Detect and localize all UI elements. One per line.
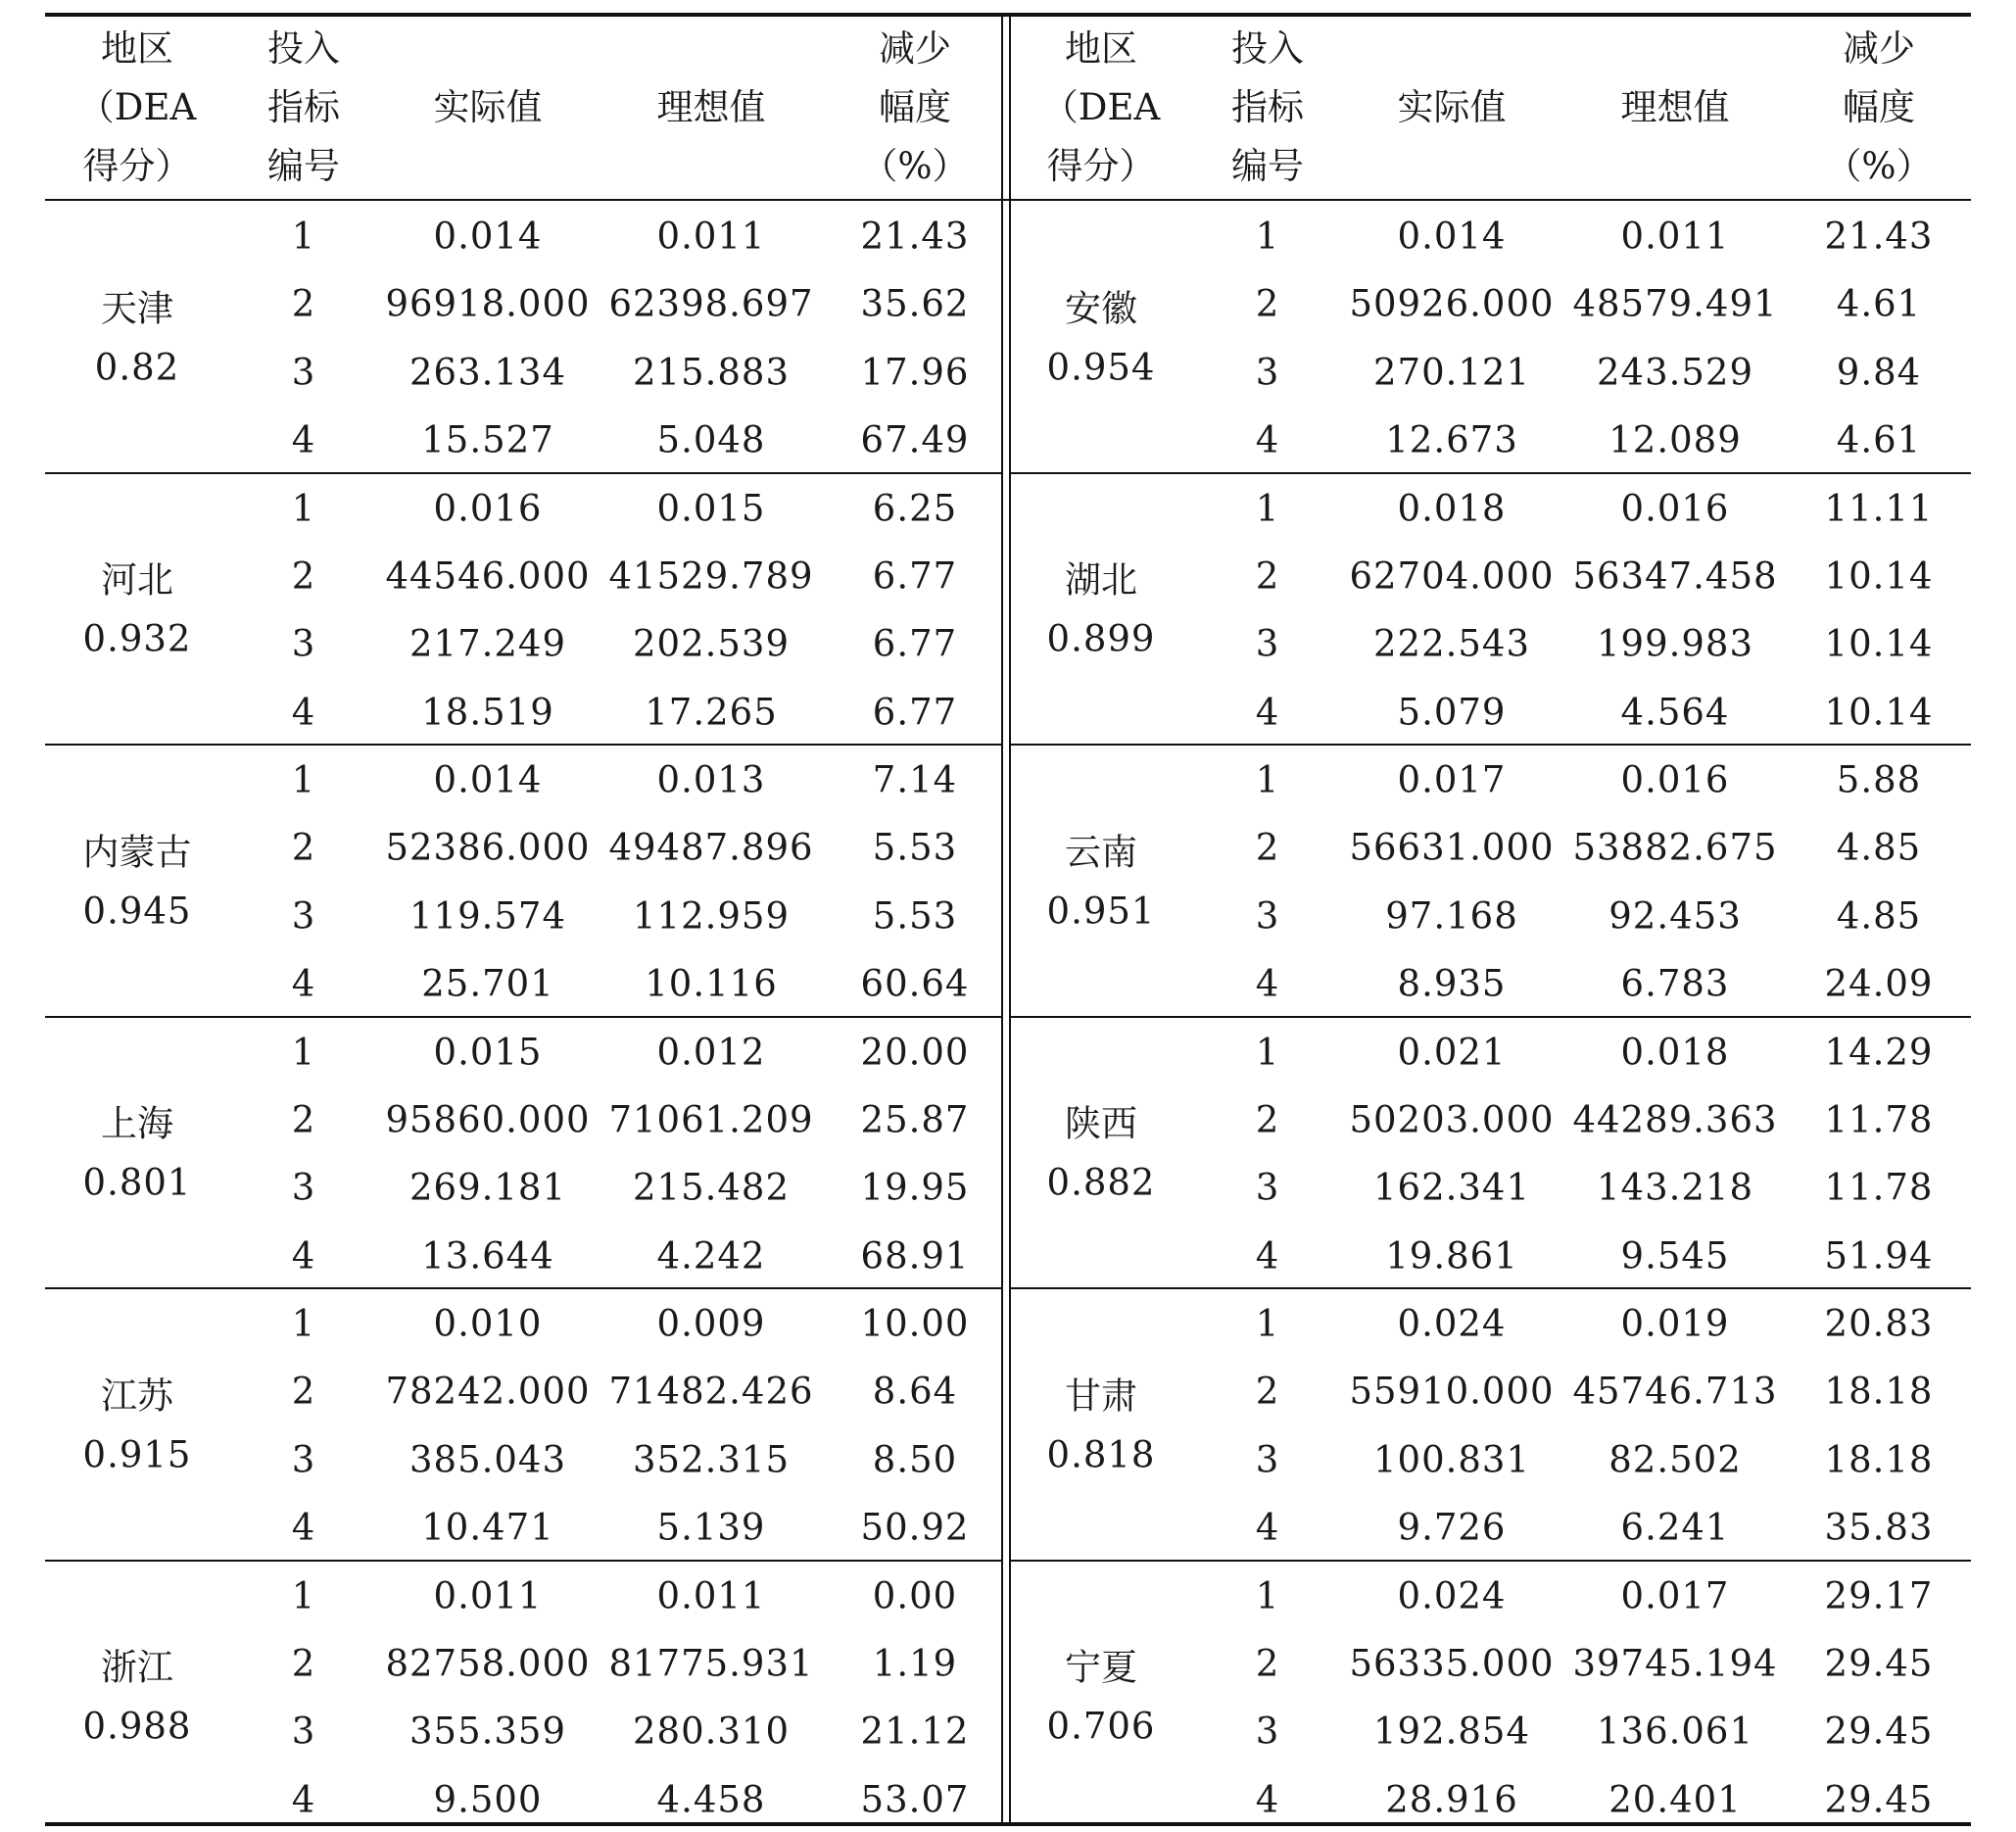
actual-value: 385.043 xyxy=(408,1438,567,1481)
ideal-value: 44289.363 xyxy=(1572,1098,1778,1141)
reduction-value: 6.25 xyxy=(872,487,958,529)
actual-value: 12.673 xyxy=(1385,418,1518,461)
indicator-id: 2 xyxy=(291,826,316,869)
ideal-value: 41529.789 xyxy=(608,554,814,598)
ideal-value: 62398.697 xyxy=(608,282,814,325)
ideal-value: 45746.713 xyxy=(1572,1370,1778,1413)
reduction-value: 20.83 xyxy=(1824,1302,1934,1345)
reduction-value: 5.53 xyxy=(872,826,958,869)
region-name: 上海 xyxy=(101,1102,173,1145)
ideal-value: 352.315 xyxy=(632,1438,791,1481)
indicator-id: 4 xyxy=(291,418,316,461)
indicator-id: 3 xyxy=(1255,1710,1280,1753)
indicator-id: 4 xyxy=(291,1234,316,1278)
header-region: 得分） xyxy=(82,145,192,187)
actual-value: 0.021 xyxy=(1397,1031,1507,1073)
ideal-value: 0.013 xyxy=(656,758,766,801)
reduction-value: 17.96 xyxy=(860,351,970,394)
reduction-value: 1.19 xyxy=(872,1642,958,1685)
header-region: 得分） xyxy=(1046,145,1156,187)
ideal-value: 82.502 xyxy=(1608,1438,1742,1481)
ideal-value: 56347.458 xyxy=(1572,554,1778,598)
indicator-id: 3 xyxy=(1255,1438,1280,1481)
actual-value: 19.861 xyxy=(1385,1234,1518,1278)
actual-value: 9.726 xyxy=(1397,1506,1507,1549)
indicator-id: 2 xyxy=(1255,1370,1280,1413)
actual-value: 13.644 xyxy=(421,1234,554,1278)
indicator-id: 4 xyxy=(1255,1778,1280,1821)
region-name: 河北 xyxy=(101,558,173,602)
reduction-value: 4.61 xyxy=(1836,282,1922,325)
ideal-value: 143.218 xyxy=(1596,1166,1754,1209)
reduction-value: 6.77 xyxy=(872,691,958,734)
indicator-id: 1 xyxy=(1255,487,1280,529)
ideal-value: 4.564 xyxy=(1620,691,1730,734)
dea-score: 0.945 xyxy=(82,890,192,933)
reduction-value: 4.85 xyxy=(1836,894,1922,938)
actual-value: 9.500 xyxy=(433,1778,543,1821)
reduction-value: 50.92 xyxy=(860,1506,970,1549)
group-separator xyxy=(45,1560,1001,1562)
header-reduction: 幅度 xyxy=(879,86,951,128)
indicator-id: 2 xyxy=(291,1642,316,1685)
indicator-id: 2 xyxy=(1255,1098,1280,1141)
indicator-id: 3 xyxy=(291,1438,316,1481)
ideal-value: 215.482 xyxy=(632,1166,791,1209)
indicator-id: 2 xyxy=(291,282,316,325)
reduction-value: 8.64 xyxy=(872,1370,958,1413)
indicator-id: 3 xyxy=(1255,1166,1280,1209)
ideal-value: 202.539 xyxy=(632,622,791,665)
indicator-id: 3 xyxy=(291,1166,316,1209)
ideal-value: 12.089 xyxy=(1608,418,1742,461)
reduction-value: 19.95 xyxy=(860,1166,970,1209)
group-separator xyxy=(45,472,1001,474)
ideal-value: 0.011 xyxy=(656,215,766,258)
header-indicator: 编号 xyxy=(267,145,340,187)
group-separator xyxy=(1011,472,1971,474)
ideal-value: 243.529 xyxy=(1596,351,1754,394)
center-divider-left xyxy=(1001,15,1003,1823)
indicator-id: 3 xyxy=(291,894,316,938)
actual-value: 0.015 xyxy=(433,1031,543,1073)
dea-score: 0.951 xyxy=(1046,890,1156,933)
reduction-value: 68.91 xyxy=(860,1234,970,1278)
ideal-value: 0.011 xyxy=(656,1574,766,1616)
reduction-value: 6.77 xyxy=(872,554,958,598)
ideal-value: 0.011 xyxy=(1620,215,1730,258)
actual-value: 100.831 xyxy=(1372,1438,1531,1481)
indicator-id: 2 xyxy=(1255,826,1280,869)
ideal-value: 280.310 xyxy=(632,1710,791,1753)
actual-value: 95860.000 xyxy=(385,1098,591,1141)
ideal-value: 17.265 xyxy=(645,691,778,734)
reduction-value: 21.12 xyxy=(860,1710,970,1753)
header-reduction: 减少 xyxy=(1843,27,1915,70)
region-name: 宁夏 xyxy=(1065,1646,1137,1689)
reduction-value: 10.14 xyxy=(1824,622,1934,665)
indicator-id: 1 xyxy=(1255,758,1280,801)
ideal-value: 53882.675 xyxy=(1572,826,1778,869)
indicator-id: 2 xyxy=(1255,554,1280,598)
actual-value: 0.024 xyxy=(1397,1574,1507,1616)
header-indicator: 指标 xyxy=(267,86,340,128)
ideal-value: 0.019 xyxy=(1620,1302,1730,1345)
actual-value: 263.134 xyxy=(408,351,567,394)
region-name: 陕西 xyxy=(1065,1102,1137,1145)
actual-value: 0.024 xyxy=(1397,1302,1507,1345)
reduction-value: 11.11 xyxy=(1824,487,1934,529)
indicator-id: 2 xyxy=(1255,282,1280,325)
indicator-id: 4 xyxy=(1255,1506,1280,1549)
reduction-value: 6.77 xyxy=(872,622,958,665)
ideal-value: 6.783 xyxy=(1620,962,1730,1005)
group-separator xyxy=(1011,1560,1971,1562)
header-indicator: 指标 xyxy=(1231,86,1304,128)
header-ideal: 理想值 xyxy=(1620,86,1730,128)
ideal-value: 92.453 xyxy=(1608,894,1742,938)
actual-value: 96918.000 xyxy=(385,282,591,325)
indicator-id: 4 xyxy=(291,962,316,1005)
indicator-id: 1 xyxy=(1255,1302,1280,1345)
actual-value: 55910.000 xyxy=(1349,1370,1555,1413)
reduction-value: 21.43 xyxy=(860,215,970,258)
reduction-value: 18.18 xyxy=(1824,1370,1934,1413)
indicator-id: 1 xyxy=(291,1031,316,1073)
actual-value: 269.181 xyxy=(408,1166,567,1209)
reduction-value: 9.84 xyxy=(1836,351,1922,394)
reduction-value: 51.94 xyxy=(1824,1234,1934,1278)
dea-score: 0.82 xyxy=(94,346,180,389)
reduction-value: 0.00 xyxy=(872,1574,958,1616)
actual-value: 0.014 xyxy=(1397,215,1507,258)
dea-score: 0.988 xyxy=(82,1705,192,1748)
header-region: （DEA xyxy=(77,86,197,128)
group-separator xyxy=(1011,1016,1971,1018)
actual-value: 52386.000 xyxy=(385,826,591,869)
region-name: 云南 xyxy=(1065,831,1137,874)
indicator-id: 3 xyxy=(291,1710,316,1753)
reduction-value: 8.50 xyxy=(872,1438,958,1481)
indicator-id: 4 xyxy=(291,1778,316,1821)
indicator-id: 2 xyxy=(291,554,316,598)
region-name: 甘肃 xyxy=(1065,1374,1137,1418)
reduction-value: 35.62 xyxy=(860,282,970,325)
indicator-id: 2 xyxy=(291,1098,316,1141)
actual-value: 50926.000 xyxy=(1349,282,1555,325)
ideal-value: 6.241 xyxy=(1620,1506,1730,1549)
actual-value: 0.018 xyxy=(1397,487,1507,529)
header-region: 地区 xyxy=(1065,27,1137,70)
header-region: （DEA xyxy=(1041,86,1161,128)
actual-value: 270.121 xyxy=(1372,351,1531,394)
reduction-value: 53.07 xyxy=(860,1778,970,1821)
ideal-value: 48579.491 xyxy=(1572,282,1778,325)
ideal-value: 71482.426 xyxy=(608,1370,814,1413)
group-separator xyxy=(1011,1287,1971,1289)
region-name: 江苏 xyxy=(101,1374,173,1418)
header-reduction: （%） xyxy=(1825,145,1933,187)
ideal-value: 49487.896 xyxy=(608,826,814,869)
reduction-value: 10.00 xyxy=(860,1302,970,1345)
ideal-value: 0.015 xyxy=(656,487,766,529)
indicator-id: 3 xyxy=(1255,622,1280,665)
ideal-value: 4.458 xyxy=(656,1778,766,1821)
actual-value: 82758.000 xyxy=(385,1642,591,1685)
dea-score: 0.899 xyxy=(1046,617,1156,660)
indicator-id: 1 xyxy=(291,1574,316,1616)
actual-value: 355.359 xyxy=(408,1710,567,1753)
reduction-value: 25.87 xyxy=(860,1098,970,1141)
indicator-id: 1 xyxy=(291,215,316,258)
actual-value: 222.543 xyxy=(1372,622,1531,665)
indicator-id: 4 xyxy=(291,1506,316,1549)
header-reduction: （%） xyxy=(861,145,969,187)
ideal-value: 4.242 xyxy=(656,1234,766,1278)
header-actual: 实际值 xyxy=(433,86,543,128)
reduction-value: 11.78 xyxy=(1824,1098,1934,1141)
indicator-id: 1 xyxy=(1255,1031,1280,1073)
actual-value: 56631.000 xyxy=(1349,826,1555,869)
dea-score: 0.915 xyxy=(82,1433,192,1476)
indicator-id: 3 xyxy=(291,351,316,394)
actual-value: 0.014 xyxy=(433,758,543,801)
indicator-id: 4 xyxy=(1255,1234,1280,1278)
reduction-value: 4.85 xyxy=(1836,826,1922,869)
reduction-value: 29.45 xyxy=(1824,1642,1934,1685)
reduction-value: 5.53 xyxy=(872,894,958,938)
dea-score: 0.954 xyxy=(1046,346,1156,389)
region-name: 湖北 xyxy=(1065,558,1137,602)
indicator-id: 1 xyxy=(291,1302,316,1345)
actual-value: 0.010 xyxy=(433,1302,543,1345)
reduction-value: 29.17 xyxy=(1824,1574,1934,1616)
actual-value: 0.016 xyxy=(433,487,543,529)
reduction-value: 29.45 xyxy=(1824,1778,1934,1821)
ideal-value: 9.545 xyxy=(1620,1234,1730,1278)
actual-value: 18.519 xyxy=(421,691,554,734)
reduction-value: 10.14 xyxy=(1824,691,1934,734)
actual-value: 10.471 xyxy=(421,1506,554,1549)
header-ideal: 理想值 xyxy=(656,86,766,128)
actual-value: 56335.000 xyxy=(1349,1642,1555,1685)
dea-score: 0.706 xyxy=(1046,1705,1156,1748)
reduction-value: 18.18 xyxy=(1824,1438,1934,1481)
ideal-value: 0.018 xyxy=(1620,1031,1730,1073)
ideal-value: 5.048 xyxy=(656,418,766,461)
ideal-value: 136.061 xyxy=(1596,1710,1754,1753)
center-divider-right xyxy=(1009,15,1011,1823)
group-separator xyxy=(1011,744,1971,746)
ideal-value: 10.116 xyxy=(645,962,778,1005)
reduction-value: 10.14 xyxy=(1824,554,1934,598)
ideal-value: 5.139 xyxy=(656,1506,766,1549)
indicator-id: 3 xyxy=(1255,894,1280,938)
group-separator xyxy=(45,1287,1001,1289)
region-name: 安徽 xyxy=(1065,287,1137,330)
indicator-id: 3 xyxy=(1255,351,1280,394)
actual-value: 62704.000 xyxy=(1349,554,1555,598)
top-rule xyxy=(45,13,1971,17)
reduction-value: 5.88 xyxy=(1836,758,1922,801)
indicator-id: 4 xyxy=(1255,962,1280,1005)
indicator-id: 2 xyxy=(1255,1642,1280,1685)
indicator-id: 4 xyxy=(1255,691,1280,734)
actual-value: 119.574 xyxy=(408,894,567,938)
header-reduction: 幅度 xyxy=(1843,86,1915,128)
actual-value: 0.017 xyxy=(1397,758,1507,801)
ideal-value: 81775.931 xyxy=(608,1642,814,1685)
reduction-value: 29.45 xyxy=(1824,1710,1934,1753)
indicator-id: 2 xyxy=(291,1370,316,1413)
reduction-value: 60.64 xyxy=(860,962,970,1005)
reduction-value: 20.00 xyxy=(860,1031,970,1073)
header-region: 地区 xyxy=(101,27,173,70)
ideal-value: 20.401 xyxy=(1608,1778,1742,1821)
actual-value: 28.916 xyxy=(1385,1778,1518,1821)
bottom-rule xyxy=(45,1822,1971,1826)
actual-value: 50203.000 xyxy=(1349,1098,1555,1141)
actual-value: 192.854 xyxy=(1372,1710,1531,1753)
indicator-id: 1 xyxy=(1255,1574,1280,1616)
indicator-id: 4 xyxy=(291,691,316,734)
dea-score: 0.801 xyxy=(82,1161,192,1204)
reduction-value: 14.29 xyxy=(1824,1031,1934,1073)
actual-value: 25.701 xyxy=(421,962,554,1005)
region-name: 内蒙古 xyxy=(82,831,192,874)
reduction-value: 4.61 xyxy=(1836,418,1922,461)
reduction-value: 21.43 xyxy=(1824,215,1934,258)
group-separator xyxy=(45,744,1001,746)
region-name: 浙江 xyxy=(101,1646,173,1689)
dea-score: 0.818 xyxy=(1046,1433,1156,1476)
indicator-id: 1 xyxy=(291,758,316,801)
dea-score: 0.932 xyxy=(82,617,192,660)
actual-value: 0.014 xyxy=(433,215,543,258)
actual-value: 78242.000 xyxy=(385,1370,591,1413)
indicator-id: 1 xyxy=(1255,215,1280,258)
reduction-value: 24.09 xyxy=(1824,962,1934,1005)
header-indicator: 编号 xyxy=(1231,145,1304,187)
ideal-value: 112.959 xyxy=(632,894,791,938)
ideal-value: 0.009 xyxy=(656,1302,766,1345)
header-reduction: 减少 xyxy=(879,27,951,70)
indicator-id: 4 xyxy=(1255,418,1280,461)
ideal-value: 0.017 xyxy=(1620,1574,1730,1616)
actual-value: 0.011 xyxy=(433,1574,543,1616)
header-indicator: 投入 xyxy=(1231,27,1304,70)
ideal-value: 39745.194 xyxy=(1572,1642,1778,1685)
ideal-value: 199.983 xyxy=(1596,622,1754,665)
indicator-id: 3 xyxy=(291,622,316,665)
ideal-value: 0.016 xyxy=(1620,487,1730,529)
ideal-value: 215.883 xyxy=(632,351,791,394)
actual-value: 162.341 xyxy=(1372,1166,1531,1209)
ideal-value: 0.012 xyxy=(656,1031,766,1073)
group-separator xyxy=(45,1016,1001,1018)
reduction-value: 11.78 xyxy=(1824,1166,1934,1209)
ideal-value: 0.016 xyxy=(1620,758,1730,801)
reduction-value: 35.83 xyxy=(1824,1506,1934,1549)
actual-value: 5.079 xyxy=(1397,691,1507,734)
header-indicator: 投入 xyxy=(267,27,340,70)
actual-value: 97.168 xyxy=(1385,894,1518,938)
indicator-id: 1 xyxy=(291,487,316,529)
reduction-value: 7.14 xyxy=(872,758,958,801)
actual-value: 15.527 xyxy=(421,418,554,461)
reduction-value: 67.49 xyxy=(860,418,970,461)
actual-value: 44546.000 xyxy=(385,554,591,598)
actual-value: 8.935 xyxy=(1397,962,1507,1005)
dea-score: 0.882 xyxy=(1046,1161,1156,1204)
header-rule xyxy=(45,199,1971,201)
ideal-value: 71061.209 xyxy=(608,1098,814,1141)
header-actual: 实际值 xyxy=(1397,86,1507,128)
actual-value: 217.249 xyxy=(408,622,567,665)
region-name: 天津 xyxy=(101,287,173,330)
